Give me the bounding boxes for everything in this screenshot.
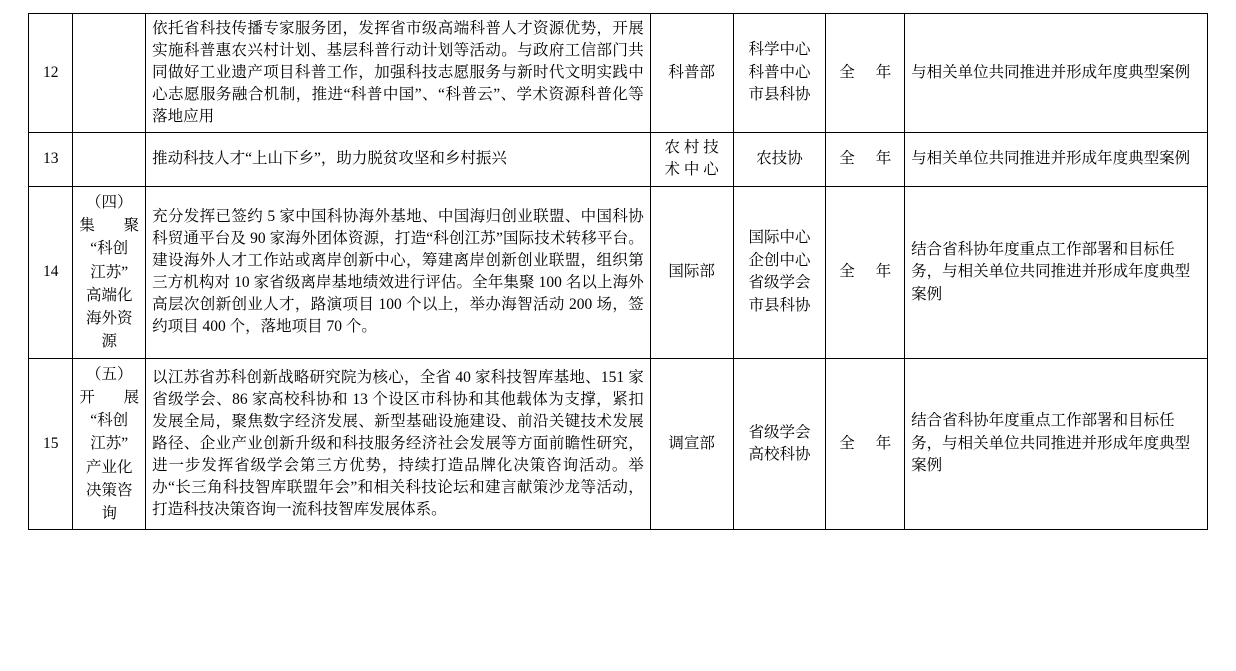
timeframe-text: 全年 [839,435,892,453]
row-note [905,14,1208,133]
department-line: 术 中 心 [664,161,719,179]
row-group-label [73,186,146,358]
row-number: 12 [29,14,73,133]
row-task-description: 充分发挥已签约 5 家中国科协海外基地、中国海归创业联盟、中国科协科贸通平台及 90 家海外团体资源，打造“科创江苏”国际技术转移平台。建设海外人才工作站或离岸创新中心，筹建离岸创新创业联盟，组织第三方机构对 10 家省级离岸基地绩效进行评估。全年集聚 100 名以上海外高层次创新创业人才，路演项目 100 个以上，举办海智活动 200 场，签约项目 400 个，落地项目 70 个。 [146,186,651,358]
group-line: 源 [101,333,117,351]
group-line: （四） [85,193,133,211]
table-row [29,133,1208,187]
group-line: 江苏” [90,435,129,453]
row-timeframe [826,14,905,133]
row-note [905,186,1208,358]
group-line: 产业化 [85,458,133,476]
row-department: 科普部 [650,14,733,133]
group-line: 集 聚 [79,217,140,235]
unit-line: 农技协 [756,150,803,168]
row-group-label [73,358,146,530]
row-unit [733,14,826,133]
timeframe-text: 全年 [839,64,892,81]
group-line: 海外资 [85,310,133,328]
row-department [650,133,733,187]
row-group-label [73,14,146,133]
row-timeframe [826,133,905,187]
group-line: 江苏” [90,263,129,281]
unit-line: 高校科协 [748,446,811,464]
row-task-description: 推动科技人才“上山下乡”，助力脱贫攻坚和乡村振兴 [146,133,651,187]
note-text: 结合省科协年度重点工作部署和目标任务，与相关单位共同推进并形成年度典型案例 [911,240,1191,303]
department-line: 农 村 技 [664,139,719,156]
unit-line: 省级学会 [748,274,811,292]
row-note [905,358,1208,530]
unit-line: 市县科协 [748,296,811,314]
table-row [29,358,1208,530]
table-row [29,186,1208,358]
group-line: 开 展 [79,388,140,406]
note-text: 与相关单位共同推进并形成年度典型案例 [911,63,1191,81]
group-line: 高端化 [85,286,133,304]
timeframe-text: 全年 [839,150,892,168]
row-department: 国际部 [650,186,733,358]
unit-line: 国际中心 [748,229,811,247]
row-timeframe [826,186,905,358]
work-plan-table [28,13,1208,530]
note-text: 结合省科协年度重点工作部署和目标任务，与相关单位共同推进并形成年度典型案例 [911,412,1191,475]
row-group-label [73,133,146,187]
row-number: 15 [29,358,73,530]
group-line: （五） [85,365,133,383]
group-line: 询 [101,505,117,523]
row-unit [733,358,826,530]
unit-line: 科学中心 [748,41,811,59]
row-department: 调宣部 [650,358,733,530]
row-timeframe [826,358,905,530]
unit-line: 省级学会 [748,423,811,441]
row-number: 14 [29,186,73,358]
row-task-description: 以江苏省苏科创新战略研究院为核心，全省 40 家科技智库基地、151 家省级学会、86 家高校科协和 13 个设区市科协和其他载体为支撑，紧扣发展全局，聚焦数字经济发展、新型基础设施建设、前沿关键技术发展路径、企业产业创新升级和科技服务经济社会发展等方面前瞻性研究，进一步发挥省级学会第三方优势，持续打造品牌化决策咨询活动。举办“长三角科技智库联盟年会”和相关科技论坛和建言献策沙龙等活动，打造科技决策咨询一流科技智库发展体系。 [146,358,651,530]
group-line: 决策咨 [85,481,133,499]
row-number: 13 [29,133,73,187]
note-text: 与相关单位共同推进并形成年度典型案例 [911,150,1191,168]
timeframe-text: 全年 [839,263,892,281]
unit-line: 企创中心 [748,251,811,269]
row-task-description: 依托省科技传播专家服务团，发挥省市级高端科普人才资源优势，开展实施科普惠农兴村计划、基层科普行动计划等活动。与政府工信部门共同做好工业遗产项目科普工作，加强科技志愿服务与新时代文明实践中心志愿服务融合机制，推进“科普中国”、“科普云”、学术资源科普化等落地应用 [146,14,651,133]
unit-line: 科普中心 [748,63,811,81]
row-unit [733,186,826,358]
row-note [905,133,1208,187]
group-line: “科创 [90,240,129,258]
unit-line: 市县科协 [748,86,811,104]
table-row [29,14,1208,133]
row-unit [733,133,826,187]
group-line: “科创 [90,412,129,430]
